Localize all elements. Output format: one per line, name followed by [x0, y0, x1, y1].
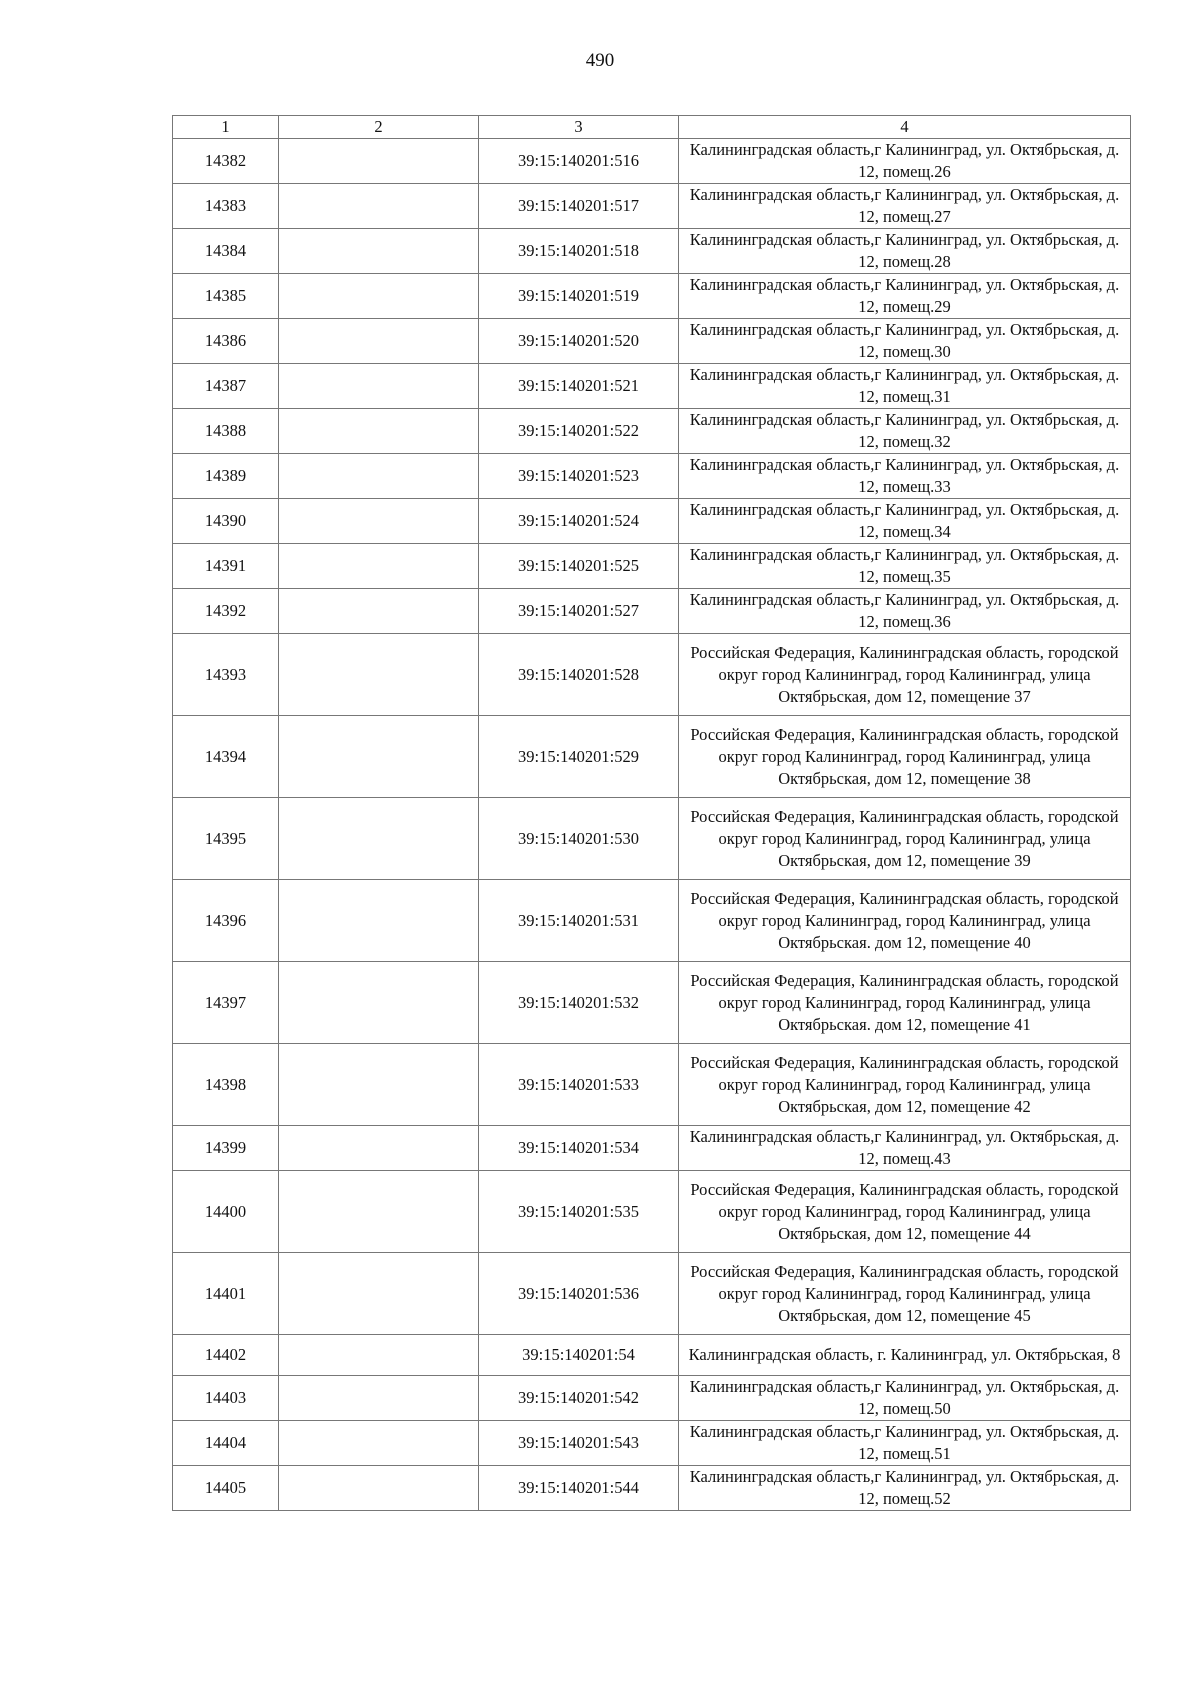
- address-cell: Калининградская область,г Калининград, ул. Октябрьская, д. 12, помещ.52: [679, 1466, 1131, 1511]
- table-row: [173, 1253, 1131, 1335]
- table-row: [173, 454, 1131, 499]
- cadastral-number-cell: 39:15:140201:519: [479, 274, 679, 319]
- address-cell: Российская Федерация, Калининградская область, городской округ город Калининград, город Калининград, улица Октябрьская, дом 12, помещение 38: [679, 716, 1131, 798]
- row-empty-cell: [279, 634, 479, 716]
- cadastral-number-cell: 39:15:140201:521: [479, 364, 679, 409]
- page-number: 490: [585, 50, 615, 71]
- cadastral-number-cell: 39:15:140201:533: [479, 1044, 679, 1126]
- header-col-4: 4: [679, 116, 1131, 139]
- row-empty-cell: [279, 274, 479, 319]
- row-empty-cell: [279, 409, 479, 454]
- row-empty-cell: [279, 589, 479, 634]
- row-empty-cell: [279, 1044, 479, 1126]
- table-row: [173, 544, 1131, 589]
- table-row: [173, 1376, 1131, 1421]
- cadastral-number-cell: 39:15:140201:535: [479, 1171, 679, 1253]
- cadastral-number-cell: 39:15:140201:536: [479, 1253, 679, 1335]
- address-cell: Калининградская область,г Калининград, ул. Октябрьская, д. 12, помещ.31: [679, 364, 1131, 409]
- row-number-cell: 14390: [173, 499, 279, 544]
- address-cell: Калининградская область,г Калининград, ул. Октябрьская, д. 12, помещ.43: [679, 1126, 1131, 1171]
- row-empty-cell: [279, 499, 479, 544]
- address-cell: Калининградская область,г Калининград, ул. Октябрьская, д. 12, помещ.26: [679, 139, 1131, 184]
- address-cell: Калининградская область,г Калининград, ул. Октябрьская, д. 12, помещ.32: [679, 409, 1131, 454]
- address-cell: Калининградская область,г Калининград, ул. Октябрьская, д. 12, помещ.34: [679, 499, 1131, 544]
- row-empty-cell: [279, 454, 479, 499]
- table-row: [173, 1126, 1131, 1171]
- address-cell: Российская Федерация, Калининградская область, городской округ город Калининград, город Калининград, улица Октябрьская, дом 12, помещение 39: [679, 798, 1131, 880]
- header-row: [173, 116, 1131, 139]
- row-number-cell: 14383: [173, 184, 279, 229]
- row-number-cell: 14388: [173, 409, 279, 454]
- table-body: [173, 139, 1131, 1511]
- table-row: [173, 798, 1131, 880]
- cadastral-number-cell: 39:15:140201:544: [479, 1466, 679, 1511]
- row-number-cell: 14393: [173, 634, 279, 716]
- row-number-cell: 14391: [173, 544, 279, 589]
- registry-table: [172, 115, 1131, 1511]
- row-empty-cell: [279, 1171, 479, 1253]
- table-row: [173, 364, 1131, 409]
- table-row: [173, 589, 1131, 634]
- table-row: [173, 229, 1131, 274]
- row-empty-cell: [279, 1253, 479, 1335]
- address-cell: Калининградская область,г Калининград, ул. Октябрьская, д. 12, помещ.30: [679, 319, 1131, 364]
- address-cell: Калининградская область,г Калининград, ул. Октябрьская, д. 12, помещ.33: [679, 454, 1131, 499]
- row-number-cell: 14395: [173, 798, 279, 880]
- cadastral-number-cell: 39:15:140201:518: [479, 229, 679, 274]
- address-cell: Калининградская область,г Калининград, ул. Октябрьская, д. 12, помещ.35: [679, 544, 1131, 589]
- row-number-cell: 14397: [173, 962, 279, 1044]
- cadastral-number-cell: 39:15:140201:542: [479, 1376, 679, 1421]
- row-number-cell: 14401: [173, 1253, 279, 1335]
- row-empty-cell: [279, 229, 479, 274]
- header-col-2: 2: [279, 116, 479, 139]
- address-cell: Калининградская область, г. Калининград, ул. Октябрьская, 8: [679, 1335, 1131, 1376]
- row-empty-cell: [279, 1466, 479, 1511]
- table-row: [173, 634, 1131, 716]
- row-empty-cell: [279, 880, 479, 962]
- cadastral-number-cell: 39:15:140201:530: [479, 798, 679, 880]
- table-row: [173, 274, 1131, 319]
- row-number-cell: 14387: [173, 364, 279, 409]
- cadastral-number-cell: 39:15:140201:517: [479, 184, 679, 229]
- table-row: [173, 1171, 1131, 1253]
- table-row: [173, 184, 1131, 229]
- table-header: [173, 116, 1131, 139]
- cadastral-number-cell: 39:15:140201:531: [479, 880, 679, 962]
- cadastral-number-cell: 39:15:140201:524: [479, 499, 679, 544]
- address-cell: Российская Федерация, Калининградская область, городской округ город Калининград, город Калининград, улица Октябрьская, дом 12, помещение 44: [679, 1171, 1131, 1253]
- table-row: [173, 139, 1131, 184]
- table-row: [173, 880, 1131, 962]
- address-cell: Калининградская область,г Калининград, ул. Октябрьская, д. 12, помещ.29: [679, 274, 1131, 319]
- cadastral-number-cell: 39:15:140201:532: [479, 962, 679, 1044]
- cadastral-number-cell: 39:15:140201:523: [479, 454, 679, 499]
- row-number-cell: 14405: [173, 1466, 279, 1511]
- cadastral-number-cell: 39:15:140201:527: [479, 589, 679, 634]
- row-empty-cell: [279, 716, 479, 798]
- table-row: [173, 1466, 1131, 1511]
- row-number-cell: 14402: [173, 1335, 279, 1376]
- row-empty-cell: [279, 798, 479, 880]
- row-empty-cell: [279, 544, 479, 589]
- row-number-cell: 14399: [173, 1126, 279, 1171]
- table-row: [173, 962, 1131, 1044]
- table-row: [173, 409, 1131, 454]
- row-number-cell: 14385: [173, 274, 279, 319]
- row-empty-cell: [279, 1126, 479, 1171]
- header-col-1: 1: [173, 116, 279, 139]
- cadastral-number-cell: 39:15:140201:522: [479, 409, 679, 454]
- row-empty-cell: [279, 1421, 479, 1466]
- row-number-cell: 14403: [173, 1376, 279, 1421]
- address-cell: Российская Федерация, Калининградская область, городской округ город Калининград, город Калининград, улица Октябрьская. дом 12, помещение 40: [679, 880, 1131, 962]
- address-cell: Российская Федерация, Калининградская область, городской округ город Калининград, город Калининград, улица Октябрьская, дом 12, помещение 37: [679, 634, 1131, 716]
- row-empty-cell: [279, 1335, 479, 1376]
- address-cell: Калининградская область,г Калининград, ул. Октябрьская, д. 12, помещ.50: [679, 1376, 1131, 1421]
- row-empty-cell: [279, 184, 479, 229]
- header-col-3: 3: [479, 116, 679, 139]
- address-cell: Калининградская область,г Калининград, ул. Октябрьская, д. 12, помещ.28: [679, 229, 1131, 274]
- table-row: [173, 1421, 1131, 1466]
- address-cell: Российская Федерация, Калининградская область, городской округ город Калининград, город Калининград, улица Октябрьская, дом 12, помещение 42: [679, 1044, 1131, 1126]
- cadastral-number-cell: 39:15:140201:520: [479, 319, 679, 364]
- row-number-cell: 14396: [173, 880, 279, 962]
- address-cell: Калининградская область,г Калининград, ул. Октябрьская, д. 12, помещ.51: [679, 1421, 1131, 1466]
- row-number-cell: 14398: [173, 1044, 279, 1126]
- cadastral-number-cell: 39:15:140201:534: [479, 1126, 679, 1171]
- cadastral-number-cell: 39:15:140201:525: [479, 544, 679, 589]
- row-empty-cell: [279, 364, 479, 409]
- row-empty-cell: [279, 1376, 479, 1421]
- address-cell: Калининградская область,г Калининград, ул. Октябрьская, д. 12, помещ.36: [679, 589, 1131, 634]
- table-row: [173, 499, 1131, 544]
- row-number-cell: 14382: [173, 139, 279, 184]
- cadastral-number-cell: 39:15:140201:528: [479, 634, 679, 716]
- table-row: [173, 1335, 1131, 1376]
- row-number-cell: 14394: [173, 716, 279, 798]
- cadastral-number-cell: 39:15:140201:54: [479, 1335, 679, 1376]
- row-number-cell: 14392: [173, 589, 279, 634]
- table-row: [173, 319, 1131, 364]
- table-row: [173, 716, 1131, 798]
- row-number-cell: 14386: [173, 319, 279, 364]
- row-number-cell: 14400: [173, 1171, 279, 1253]
- row-number-cell: 14404: [173, 1421, 279, 1466]
- row-empty-cell: [279, 139, 479, 184]
- address-cell: Калининградская область,г Калининград, ул. Октябрьская, д. 12, помещ.27: [679, 184, 1131, 229]
- cadastral-number-cell: 39:15:140201:516: [479, 139, 679, 184]
- table-row: [173, 1044, 1131, 1126]
- row-number-cell: 14384: [173, 229, 279, 274]
- address-cell: Российская Федерация, Калининградская область, городской округ город Калининград, город Калининград, улица Октябрьская. дом 12, помещение 41: [679, 962, 1131, 1044]
- cadastral-number-cell: 39:15:140201:543: [479, 1421, 679, 1466]
- row-empty-cell: [279, 962, 479, 1044]
- address-cell: Российская Федерация, Калининградская область, городской округ город Калининград, город Калининград, улица Октябрьская, дом 12, помещение 45: [679, 1253, 1131, 1335]
- cadastral-number-cell: 39:15:140201:529: [479, 716, 679, 798]
- row-empty-cell: [279, 319, 479, 364]
- row-number-cell: 14389: [173, 454, 279, 499]
